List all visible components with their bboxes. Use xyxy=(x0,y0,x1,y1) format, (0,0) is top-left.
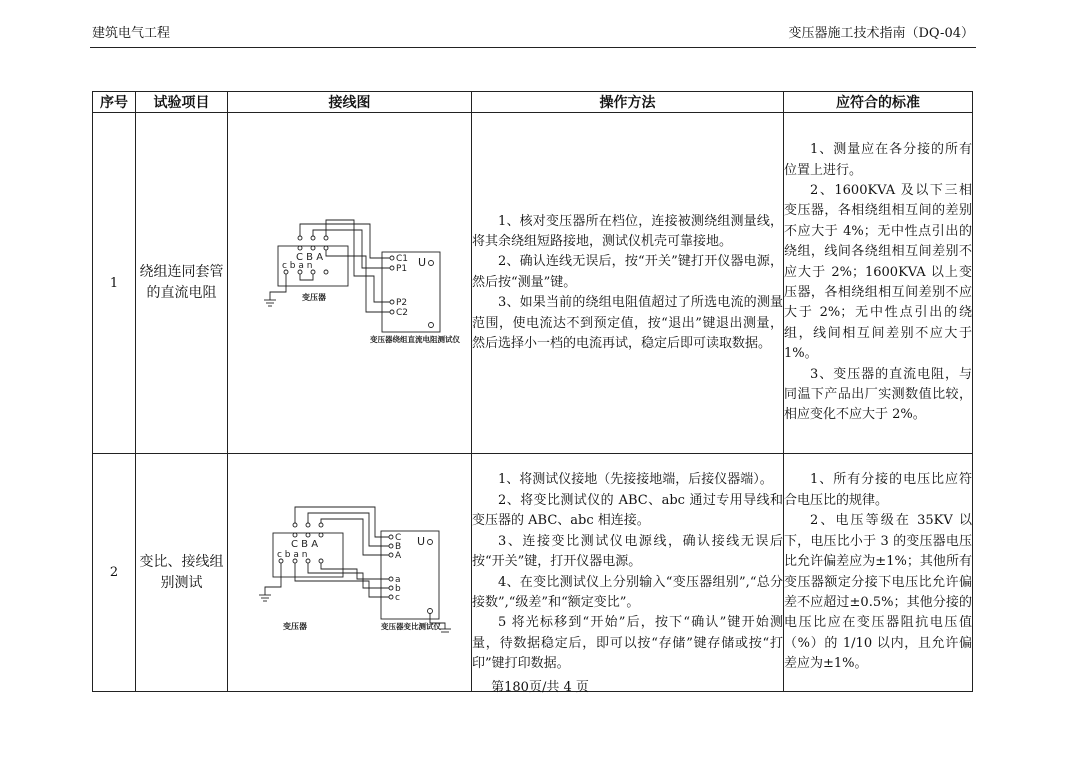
test-item: 绕组连同套管的直流电阻 xyxy=(136,113,228,454)
header-left-title: 建筑电气工程 xyxy=(92,26,171,41)
dc-resistance-wiring-diagram xyxy=(250,216,460,346)
svg-text:P1: P1 xyxy=(395,264,407,274)
method-step: 1、核对变压器所在档位，连接被测绕组测量线，将其余绕组短路接地，测试仪机壳可靠接地。 xyxy=(472,213,783,249)
header-right-title: 变压器施工技术指南（DQ-04） xyxy=(788,26,974,41)
standard-clause: 3、变压器的直流电阻，与同温下产品出厂实测数值比较，相应变化不应大于 2%。 xyxy=(784,366,972,423)
svg-text:b: b xyxy=(394,583,401,594)
col-header-standard: 应符合的标准 xyxy=(784,92,973,113)
standard-clause: 1、测量应在各分接的所有位置上进行。 xyxy=(784,142,972,178)
svg-text:变压器变比测试仪: 变压器变比测试仪 xyxy=(380,621,441,631)
svg-text:P2: P2 xyxy=(395,298,407,308)
col-header-no: 序号 xyxy=(93,92,136,113)
svg-text:C1: C1 xyxy=(395,254,408,264)
row-number: 2 xyxy=(93,454,136,692)
row-number: 1 xyxy=(93,113,136,454)
operation-method xyxy=(472,113,784,454)
standard-clause: 2、1600KVA 及以下三相变压器，各相绕组相互间的差别不应大于 4%；无中性点引出的绕组，线间各绕组相互间差别不应大于 2%；1600KVA 以上变压器，各相绕组相互间差别不应大于 2%；无中性点引出的绕组，线间相互间差别不应大于 1%。 xyxy=(784,182,972,362)
table-row xyxy=(93,454,973,692)
table-header-row xyxy=(93,92,973,113)
method-step: 2、将变比测试仪的 ABC、abc 通过专用导线和变压器的 ABC、abc 相连接。 xyxy=(472,492,783,529)
svg-text:a: a xyxy=(394,574,401,585)
wiring-diagram-cell xyxy=(228,113,472,454)
svg-text:U: U xyxy=(416,534,425,548)
test-item: 变比、接线组别测试 xyxy=(136,454,228,692)
wiring-diagram-cell xyxy=(228,454,472,692)
acceptance-standard xyxy=(784,454,973,692)
svg-text:c: c xyxy=(394,592,400,603)
svg-text:c b a n: c b a n xyxy=(276,549,307,560)
header-rule xyxy=(90,47,976,48)
standard-clause: 2、电压等级在 35KV 以下，电压比小于 3 的变压器电压比允许偏差应为±1%；其他所有变压器额定分接下电压比允许偏差不应超过±0.5%；其他分接的电压比应在变压器阻抗电压值（%）的 1/10 以内，且允许偏差应为±1%。 xyxy=(784,513,972,672)
method-step: 3、如果当前的绕组电阻值超过了所选电流的测量范围，使电流达不到预定值，按“退出”键退出测量，然后选择小一档的电流再试，稳定后即可读取数据。 xyxy=(472,295,783,352)
col-header-diagram: 接线图 xyxy=(228,92,472,113)
method-step: 3、连接变比测试仪电源线，确认接线无误后按“开关”键，打开仪器电源。 xyxy=(472,533,783,570)
col-header-item: 试验项目 xyxy=(136,92,228,113)
method-step: 2、确认连线无误后，按“开关”键打开仪器电源，然后按“测量”键。 xyxy=(472,254,783,290)
method-step: 4、在变比测试仪上分别输入“变压器组别”,“总分接数”,“级差”和“额定变比”。 xyxy=(472,574,783,610)
svg-text:B: B xyxy=(394,541,401,552)
page-number: 第180页/共 4 页 xyxy=(491,680,589,695)
tester-box xyxy=(382,252,440,332)
test-spec-table xyxy=(92,91,973,692)
table-row xyxy=(93,113,973,454)
svg-text:C B A: C B A xyxy=(295,252,323,263)
svg-text:变压器: 变压器 xyxy=(282,621,307,631)
svg-text:C B A: C B A xyxy=(290,538,318,550)
svg-text:变压器: 变压器 xyxy=(301,293,326,302)
standard-clause: 1、所有分接的电压比应符合电压比的规律。 xyxy=(784,472,972,508)
svg-text:C: C xyxy=(394,532,401,543)
svg-text:A: A xyxy=(394,550,401,561)
acceptance-standard xyxy=(784,113,973,454)
method-step: 5 将光标移到“开始”后，按下“确认”键开始测量，待数据稳定后，即可以按“存储”键存储或按“打印”键打印数据。 xyxy=(472,615,783,672)
method-step: 1、将测试仪接地（先接接地端，后接仪器端）。 xyxy=(498,472,773,488)
operation-method xyxy=(472,454,784,692)
svg-text:U: U xyxy=(417,256,426,269)
svg-text:C2: C2 xyxy=(395,308,408,318)
ratio-test-wiring-diagram xyxy=(245,501,455,641)
col-header-method: 操作方法 xyxy=(472,92,784,113)
svg-text:c b a n: c b a n xyxy=(281,261,312,271)
svg-text:变压器绕组直流电阻测试仪: 变压器绕组直流电阻测试仪 xyxy=(369,335,460,344)
